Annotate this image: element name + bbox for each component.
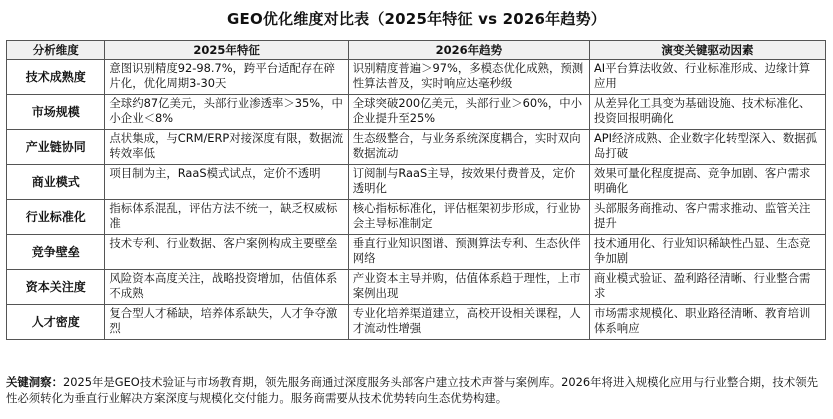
cell-2025: 全球约87亿美元，头部行业渗透率＞35%，中小企业＜8%	[105, 95, 348, 130]
key-insight-text: 2025年是GEO技术验证与市场教育期，领先服务商通过深度服务头部客户建立技术声誉与案例库。2026年将进入规模化应用与行业整合期，技术领先性必须转化为垂直行业解决方案深度与规模化交付能力。服务商需要从技术优势转向生态优势构建。	[6, 375, 818, 405]
cell-2025: 项目制为主，RaaS模式试点，定价不透明	[105, 165, 348, 200]
table-row	[7, 200, 826, 235]
cell-drivers: API经济成熟、企业数字化转型深入、数据孤岛打破	[590, 130, 826, 165]
dimension-cell: 技术成熟度	[7, 60, 105, 95]
table-row	[7, 165, 826, 200]
cell-2026: 专业化培养渠道建立，高校开设相关课程，人才流动性增强	[348, 305, 589, 340]
table-row	[7, 60, 826, 95]
table-row	[7, 130, 826, 165]
cell-2026: 全球突破200亿美元，头部行业＞60%，中小企业提升至25%	[348, 95, 589, 130]
header-2026: 2026年趋势	[348, 41, 589, 60]
table-row	[7, 305, 826, 340]
cell-2025: 复合型人才稀缺，培养体系缺失，人才争夺激烈	[105, 305, 348, 340]
table-row	[7, 235, 826, 270]
cell-2025: 风险资本高度关注，战略投资增加，估值体系不成熟	[105, 270, 348, 305]
cell-2026: 产业资本主导并购，估值体系趋于理性，上市案例出现	[348, 270, 589, 305]
cell-drivers: 技术通用化、行业知识稀缺性凸显、生态竞争加剧	[590, 235, 826, 270]
cell-2026: 识别精度普遍＞97%，多模态优化成熟，预测性算法普及，实时响应达毫秒级	[348, 60, 589, 95]
table-header-row	[7, 41, 826, 60]
page-title: GEO优化维度对比表（2025年特征 vs 2026年趋势）	[227, 10, 606, 28]
dimension-cell: 商业模式	[7, 165, 105, 200]
dimension-cell: 竞争壁垒	[7, 235, 105, 270]
cell-2025: 技术专利、行业数据、客户案例构成主要壁垒	[105, 235, 348, 270]
cell-2026: 核心指标标准化，评估框架初步形成，行业协会主导标准制定	[348, 200, 589, 235]
dimension-cell: 产业链协同	[7, 130, 105, 165]
cell-drivers: 市场需求规模化、职业路径清晰、教育培训体系响应	[590, 305, 826, 340]
cell-drivers: 商业模式验证、盈利路径清晰、行业整合需求	[590, 270, 826, 305]
dimension-cell: 市场规模	[7, 95, 105, 130]
cell-2026: 生态级整合，与业务系统深度耦合，实时双向数据流动	[348, 130, 589, 165]
comparison-table	[6, 40, 826, 340]
dimension-cell: 资本关注度	[7, 270, 105, 305]
table-row	[7, 270, 826, 305]
header-2025: 2025年特征	[105, 41, 348, 60]
dimension-cell: 行业标准化	[7, 200, 105, 235]
header-drivers: 演变关键驱动因素	[590, 41, 826, 60]
header-dimension: 分析维度	[7, 41, 105, 60]
cell-2026: 订阅制与RaaS主导，按效果付费普及，定价透明化	[348, 165, 589, 200]
cell-drivers: AI平台算法收敛、行业标准形成、边缘计算应用	[590, 60, 826, 95]
dimension-cell: 人才密度	[7, 305, 105, 340]
table-row	[7, 95, 826, 130]
cell-drivers: 效果可量化程度提高、竞争加剧、客户需求明确化	[590, 165, 826, 200]
key-insight-label: 关键洞察：	[6, 375, 63, 389]
cell-2025: 意图识别精度92-98.7%，跨平台适配存在碎片化，优化周期3-30天	[105, 60, 348, 95]
key-insight	[6, 374, 826, 406]
cell-drivers: 头部服务商推动、客户需求推动、监管关注提升	[590, 200, 826, 235]
cell-2025: 点状集成，与CRM/ERP对接深度有限，数据流转效率低	[105, 130, 348, 165]
cell-drivers: 从差异化工具变为基础设施、技术标准化、投资回报明确化	[590, 95, 826, 130]
cell-2025: 指标体系混乱，评估方法不统一，缺乏权威标准	[105, 200, 348, 235]
cell-2026: 垂直行业知识图谱、预测算法专利、生态伙伴网络	[348, 235, 589, 270]
